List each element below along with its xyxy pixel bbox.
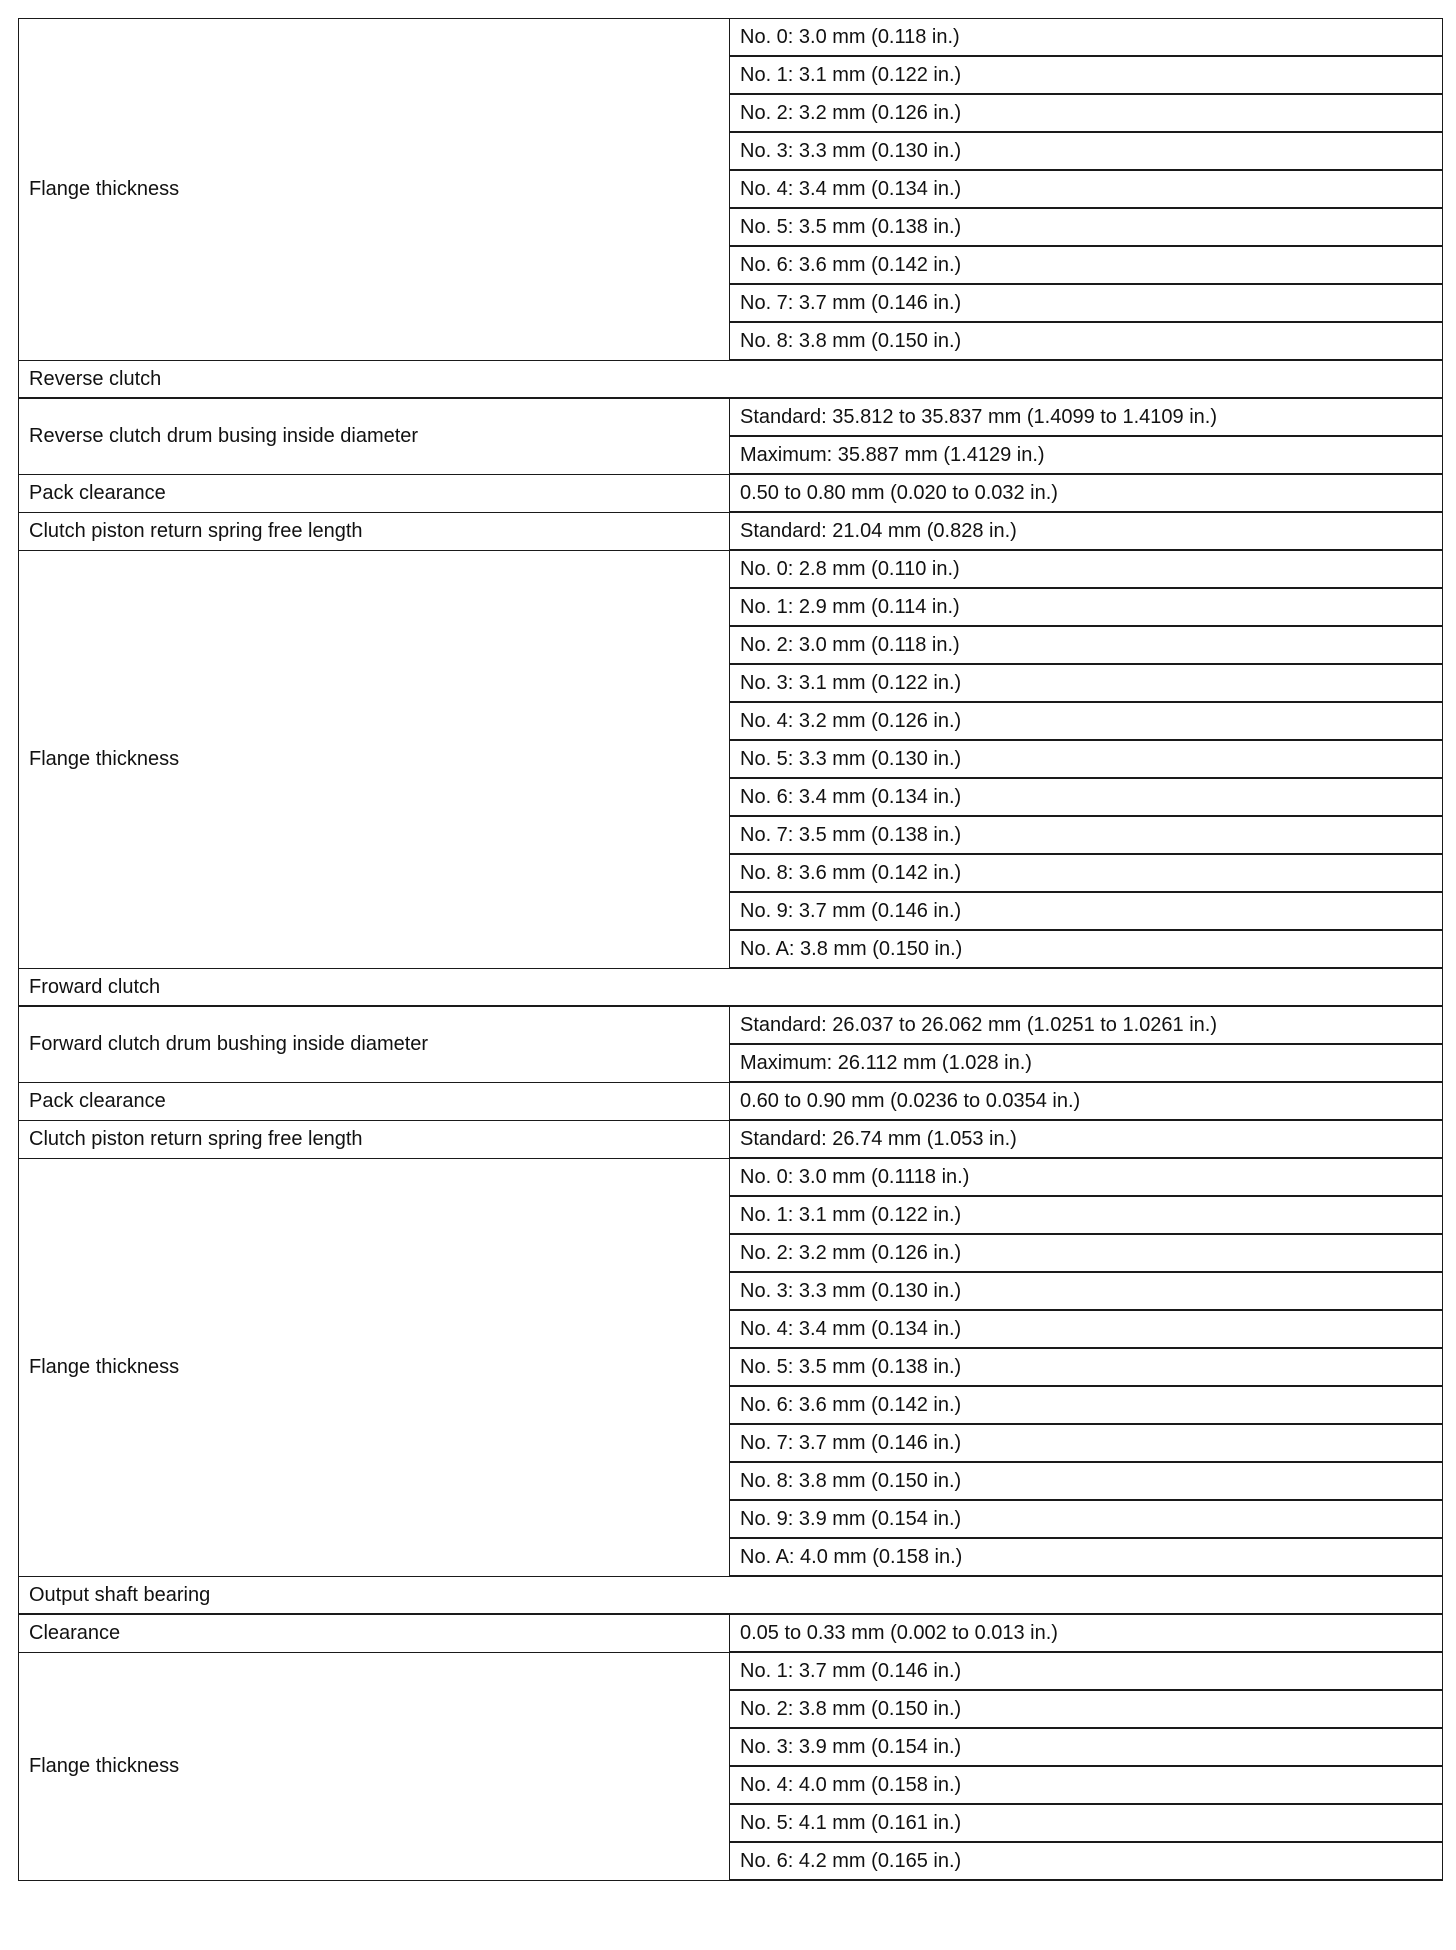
spec-value: No. A: 4.0 mm (0.158 in.) (730, 1538, 1443, 1576)
spec-value: No. 5: 3.5 mm (0.138 in.) (730, 1348, 1443, 1386)
spec-value: No. 1: 2.9 mm (0.114 in.) (730, 588, 1443, 626)
spec-value: 0.50 to 0.80 mm (0.020 to 0.032 in.) (730, 474, 1443, 512)
spec-value: No. 3: 3.3 mm (0.130 in.) (730, 1272, 1443, 1310)
spec-value: Standard: 35.812 to 35.837 mm (1.4099 to 1.4109 in.) (730, 398, 1443, 436)
section-header: Reverse clutch (19, 360, 1443, 398)
spec-item-label: Flange thickness (19, 1652, 730, 1880)
spec-value: No. 9: 3.9 mm (0.154 in.) (730, 1500, 1443, 1538)
spec-table (18, 18, 1443, 1881)
spec-value: No. 9: 3.7 mm (0.146 in.) (730, 892, 1443, 930)
spec-value: No. 0: 3.0 mm (0.1118 in.) (730, 1158, 1443, 1196)
spec-value: No. 6: 3.4 mm (0.134 in.) (730, 778, 1443, 816)
spec-value: No. 1: 3.1 mm (0.122 in.) (730, 1196, 1443, 1234)
spec-value: No. 4: 3.4 mm (0.134 in.) (730, 1310, 1443, 1348)
spec-value: Maximum: 35.887 mm (1.4129 in.) (730, 436, 1443, 474)
spec-value: No. 7: 3.5 mm (0.138 in.) (730, 816, 1443, 854)
spec-value: No. 8: 3.8 mm (0.150 in.) (730, 1462, 1443, 1500)
spec-item-label: Reverse clutch drum busing inside diameter (19, 398, 730, 474)
table-row (19, 474, 1443, 512)
section-header: Froward clutch (19, 968, 1443, 1006)
spec-value: No. 1: 3.1 mm (0.122 in.) (730, 56, 1443, 94)
spec-value: 0.05 to 0.33 mm (0.002 to 0.013 in.) (730, 1614, 1443, 1652)
spec-value: No. 5: 3.5 mm (0.138 in.) (730, 208, 1443, 246)
spec-value: Maximum: 26.112 mm (1.028 in.) (730, 1044, 1443, 1082)
spec-value: Standard: 26.037 to 26.062 mm (1.0251 to 1.0261 in.) (730, 1006, 1443, 1044)
spec-item-label: Flange thickness (19, 19, 730, 361)
table-row (19, 1158, 1443, 1196)
table-row (19, 550, 1443, 588)
section-header-row (19, 968, 1443, 1006)
spec-item-label: Flange thickness (19, 550, 730, 968)
spec-value: Standard: 21.04 mm (0.828 in.) (730, 512, 1443, 550)
spec-value: No. 2: 3.2 mm (0.126 in.) (730, 94, 1443, 132)
spec-value: No. 4: 3.2 mm (0.126 in.) (730, 702, 1443, 740)
spec-value: No. 7: 3.7 mm (0.146 in.) (730, 284, 1443, 322)
spec-value: No. 2: 3.2 mm (0.126 in.) (730, 1234, 1443, 1272)
spec-item-label: Pack clearance (19, 1082, 730, 1120)
table-row (19, 19, 1443, 57)
spec-item-label: Flange thickness (19, 1158, 730, 1576)
section-header-row (19, 1576, 1443, 1614)
spec-value: No. A: 3.8 mm (0.150 in.) (730, 930, 1443, 968)
spec-item-label: Clutch piston return spring free length (19, 512, 730, 550)
spec-table-body (19, 19, 1443, 1881)
table-row (19, 1006, 1443, 1044)
spec-item-label: Clutch piston return spring free length (19, 1120, 730, 1158)
spec-value: No. 7: 3.7 mm (0.146 in.) (730, 1424, 1443, 1462)
spec-value: No. 0: 2.8 mm (0.110 in.) (730, 550, 1443, 588)
table-row (19, 1614, 1443, 1652)
spec-value: No. 0: 3.0 mm (0.118 in.) (730, 19, 1443, 57)
spec-value: No. 4: 3.4 mm (0.134 in.) (730, 170, 1443, 208)
section-header: Output shaft bearing (19, 1576, 1443, 1614)
section-header-row (19, 360, 1443, 398)
spec-value: 0.60 to 0.90 mm (0.0236 to 0.0354 in.) (730, 1082, 1443, 1120)
spec-value: No. 6: 4.2 mm (0.165 in.) (730, 1842, 1443, 1880)
table-row (19, 512, 1443, 550)
spec-value: No. 6: 3.6 mm (0.142 in.) (730, 1386, 1443, 1424)
table-row (19, 398, 1443, 436)
spec-value: No. 1: 3.7 mm (0.146 in.) (730, 1652, 1443, 1690)
spec-value: No. 2: 3.8 mm (0.150 in.) (730, 1690, 1443, 1728)
table-row (19, 1082, 1443, 1120)
table-row (19, 1120, 1443, 1158)
spec-item-label: Forward clutch drum bushing inside diameter (19, 1006, 730, 1082)
spec-sheet (18, 18, 1442, 1881)
spec-value: Standard: 26.74 mm (1.053 in.) (730, 1120, 1443, 1158)
spec-value: No. 2: 3.0 mm (0.118 in.) (730, 626, 1443, 664)
spec-value: No. 6: 3.6 mm (0.142 in.) (730, 246, 1443, 284)
spec-value: No. 4: 4.0 mm (0.158 in.) (730, 1766, 1443, 1804)
spec-item-label: Pack clearance (19, 474, 730, 512)
spec-item-label: Clearance (19, 1614, 730, 1652)
spec-value: No. 8: 3.6 mm (0.142 in.) (730, 854, 1443, 892)
table-row (19, 1652, 1443, 1690)
spec-value: No. 3: 3.3 mm (0.130 in.) (730, 132, 1443, 170)
spec-value: No. 3: 3.9 mm (0.154 in.) (730, 1728, 1443, 1766)
spec-value: No. 3: 3.1 mm (0.122 in.) (730, 664, 1443, 702)
spec-value: No. 5: 3.3 mm (0.130 in.) (730, 740, 1443, 778)
spec-value: No. 5: 4.1 mm (0.161 in.) (730, 1804, 1443, 1842)
spec-value: No. 8: 3.8 mm (0.150 in.) (730, 322, 1443, 360)
